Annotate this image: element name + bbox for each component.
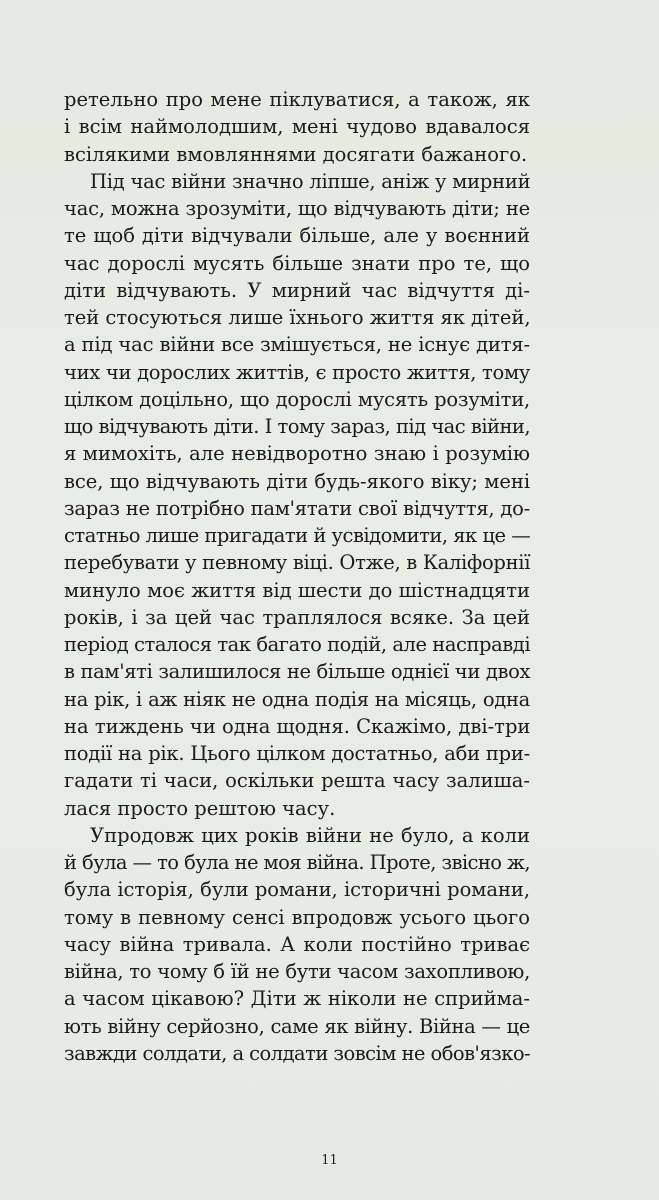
text-line: те щоб діти відчували більше, але у воєнний bbox=[64, 224, 530, 248]
text-line: й була — то була не моя війна. Проте, звісно ж, bbox=[64, 851, 530, 874]
text-line: завжди солдати, а солдати зовсім не обов'язко- bbox=[64, 1041, 531, 1065]
text-line: тей стосуються лише їхнього життя як дітей, bbox=[64, 306, 531, 329]
text-line: цілком доцільно, що дорослі мусять розуміти, bbox=[64, 387, 530, 411]
text-line: лася просто рештою часу. bbox=[64, 796, 336, 820]
text-line: часу війна тривала. А коли постійно триває bbox=[64, 932, 530, 956]
text-line: а часом цікавою? Діти ж ніколи не сприйма- bbox=[64, 987, 530, 1011]
text-line: ють війну серйозно, саме як війну. Війна — це bbox=[64, 1014, 530, 1038]
page-number: 11 bbox=[321, 1153, 338, 1168]
text-line: на тиждень чи одна щодня. Скажімо, дві-три bbox=[64, 714, 531, 738]
text-line: була історія, були романи, історичні романи, bbox=[64, 878, 530, 902]
text-line: час дорослі мусять більше знати про те, що bbox=[64, 251, 530, 275]
text-line: тому в певному сенсі впродовж усього цього bbox=[64, 905, 530, 929]
text-line: чих чи дорослих життів, є просто життя, тому bbox=[64, 360, 530, 384]
text-line: гадати ті часи, оскільки решта часу залиша- bbox=[64, 769, 530, 793]
text-line: всілякими вмовляннями досягати бажаного. bbox=[64, 142, 528, 166]
text-line: і всім наймолодшим, мені чудово вдавалося bbox=[64, 115, 530, 139]
text-line: час, можна зрозуміти, що відчувають діти; не bbox=[64, 197, 530, 220]
body-text bbox=[64, 86, 530, 1067]
text-line: а під час війни все змішується, не існує дитя- bbox=[64, 333, 530, 357]
text-line: минуло моє життя від шести до шістнадцяти bbox=[64, 578, 530, 602]
text-line: перебувати у певному віці. Отже, в Каліфорнії bbox=[64, 551, 531, 575]
text-line: діти відчувають. У мирний час відчуття ді- bbox=[64, 278, 530, 302]
text-line: Під час війни значно ліпше, аніж у мирний bbox=[90, 169, 531, 193]
text-line: на рік, і аж ніяк не одна подія на місяць, одна bbox=[64, 687, 530, 711]
text-line: статньо лише пригадати й усвідомити, як це — bbox=[64, 524, 531, 547]
text-line: період сталося так багато подій, але насправді bbox=[64, 633, 531, 656]
text-line: що відчувають діти. І тому зараз, під час війни, bbox=[64, 415, 530, 438]
text-line: в пам'яті залишилося не більше однієї чи двох bbox=[64, 660, 531, 684]
text-line: війна, то чому б їй не бути часом захопливою, bbox=[64, 960, 530, 983]
text-line: Упродовж цих років війни не було, а коли bbox=[90, 823, 530, 847]
text-line: я мимохіть, але невідворотно знаю і розумію bbox=[64, 442, 530, 466]
text-line: все, що відчувають діти будь-якого віку; мені bbox=[64, 469, 530, 493]
text-line: років, і за цей час траплялося всяке. За цей bbox=[64, 605, 530, 629]
text-line: події на рік. Цього цілком достатньо, аби при- bbox=[64, 742, 530, 765]
text-line: зараз не потрібно пам'ятати свої відчуття, до- bbox=[64, 496, 530, 520]
text-line: ретельно про мене піклуватися, а також, як bbox=[64, 88, 530, 111]
